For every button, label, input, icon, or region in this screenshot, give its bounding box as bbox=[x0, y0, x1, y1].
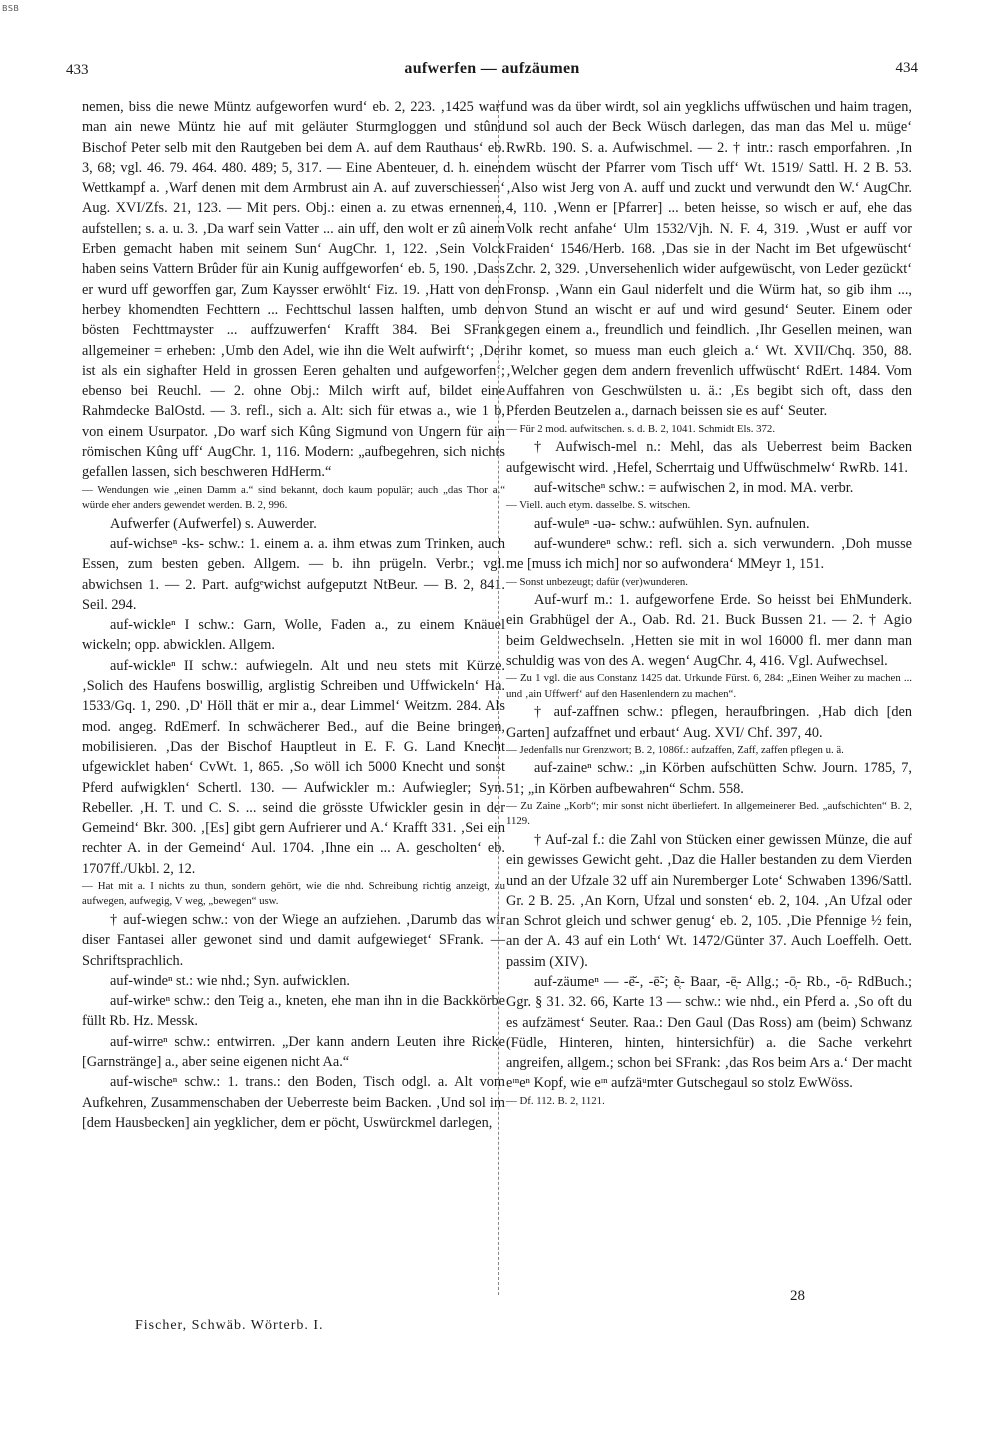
entry-note: — Zu Zaine „Korb“; mir sonst nicht überliefert. In allgemeinerer Bed. „aufschichten“ B. 2, 1129. bbox=[506, 799, 912, 828]
entry-aufwischmel: † Aufwisch-mel n.: Mehl, das als Ueberrest beim Backen aufgewischt wird. ‚Hefel, Scherrtaig und Uffwüschmelw‘ RwRb. 141. bbox=[506, 439, 912, 476]
left-column bbox=[82, 97, 505, 1133]
entry-aufzaffnen: † auf-zaffnen schw.: pflegen, heraufbringen. ‚Hab dich [den Garten] aufzaffnet und erbaut‘ Aug. XVI/ Chf. 397, 40. bbox=[506, 704, 912, 741]
entry-note: — Hat mit a. I nichts zu thun, sondern gehört, wie die nhd. Schreibung richtig anzeigt, zu aufwegen, aufwegig, V weg, „bewegen“ usw. bbox=[82, 879, 505, 908]
entry-aufwulen: auf-wuleⁿ -uə- schw.: aufwühlen. Syn. aufnulen. bbox=[534, 515, 810, 532]
signature-mark: 28 bbox=[790, 1288, 805, 1304]
entry-aufwunderen: auf-wundereⁿ schw.: refl. sich a. sich verwundern. ‚Doh musse me [muss ich mich] nor so aufwondera‘ MMeyr 1, 151. bbox=[506, 535, 912, 573]
entry-note: — Wendungen wie „einen Damm a.“ sind bekannt, doch kaum populär; auch „das Thor a.“ würde eher anders gewendet werden. B. 2, 996. bbox=[82, 483, 505, 512]
entry-note: — Df. 112. B. 2, 1121. bbox=[506, 1094, 605, 1107]
entry-text: nemen, biss die newe Müntz aufgeworfen wurd‘ eb. 2, 223. ‚1425 warf man ain newe Müntz hie auf mit geläuter Sturmgloggen und stûnd Bischof Peter selb mit den Rautgeben bei dem A. auf dem Rauthaus‘ eb. 3, 68; vgl. 46. 79. 464. 480. 489; 5, 317. — Eine Abenteuer, d. h. einen Wettkampf a. ‚Warf denen mit dem Armbrust ain A. auf zuverschiessen‘ Aug. XVI/Zfs. 21, 123. — Mit pers. Obj.: einen a. zu etwas ernennen, aufstellen; s. a. u. 3. ‚Da warf sein Vatter ... ain uff, den wolt er zû ainem Erben gemacht haben mit seinem Sun‘ AugChr. 1, 122. ‚Sein Volck haben seins Vattern Brûder für ain Kunig auffgeworfen‘ eb. 5, 190. ‚Dass er wurd uff geworffen gar, Zum Kaysser erwöhlt‘ Fiz. 19. ‚Hatt von den herbey khomendten Fechttern ... Fechttschul lassen halften, umb den bösten Fechttmayster ... auffzuwerfen‘ Krafft 384. Bei SFrank allgemeiner = erheben: ‚Umb den Adel, wie ihn die Welt aufwirft‘; ‚Der ist als ein sighafter Held in grossen Eeren gehalten und aufgeworfen‘; ebenso bei Reuchl. — 2. ohne Obj.: Milch wirft auf, bildet eine Rahmdecke BalOstd. — 3. refl., sich a. Alt: sich für etwas a., wie 1 b, von einem Usurpator. ‚Do warf sich Kûng Sigmund von Ungern für ain römischen Kûng uff‘ AugChr. 1, 116. Modern: „aufbegehren, sich nichts gefallen lassen, sich beschweren HdHerm.“ bbox=[82, 99, 505, 481]
entry-aufwicklen-2: auf-wickleⁿ II schw.: aufwiegeln. Alt und neu stets mit Kürze. ‚Solich des Haufens boswillig, arglistig Schreiben und Uffwickeln‘ Ha. 1533/Gq. 1, 290. ‚D' Höll thät er mir a., dear Limmel‘ Weitzm. 284. Als mod. angeg. RdEmerf. In schwächerer Bed., auf die Beine bringen, mobilisieren. ‚Das der Bischof Hauptleut in E. F. G. Land Knecht ufgewicklet haben‘ CvWt. 1, 865. ‚So wöll ich 5000 Knecht und sonst Pferd aufwigklen‘ Schertl. 130. — Aufwickler m.: Aufwiegler; Syn. Rebeller. ‚H. T. und C. S. ... seind die grösste Ufwickler gesin in der Gemeind‘ Bkr. 300. ‚[Es] gibt gern Aufrierer und A.‘ Krafft 331. ‚Sei ein rechter A. in der Gemeind‘ Aul. 1704. ‚Ihne ein ... A. gescholten‘ eb. 1707ff./Ukbl. 2, 12. bbox=[82, 657, 505, 877]
entry-aufwirren: auf-wirreⁿ schw.: entwirren. „Der kann andern Leuten ihre Ricke [Garnstränge] a., aber seine eigenen nicht Aa.“ bbox=[82, 1033, 505, 1071]
column-divider bbox=[498, 100, 499, 1295]
entry-aufwirken: auf-wirkeⁿ schw.: den Teig a., kneten, ehe man ihn in die Backkörbe füllt Rb. Hz. Messk. bbox=[82, 993, 505, 1030]
entry-note: — Viell. auch etym. dasselbe. S. witschen. bbox=[506, 499, 691, 512]
entry-aufwitschen: auf-witscheⁿ schw.: = aufwischen 2, in mod. MA. verbr. bbox=[534, 479, 854, 496]
entry-aufzal: † Auf-zal f.: die Zahl von Stücken einer gewissen Münze, die auf ein gewisses Gewicht geht. ‚Daz die Haller bestanden zu dem Vierden und an der Ufzale 32 uff ain Nuremberger Lote‘ Schwaben 1396/Sattl. Gr. 2 B. 25. ‚An Korn, Ufzal und sonsten‘ eb. 2, 104. ‚An Ufzal oder an Schrot gleich und schwer genug‘ eb. 2, 105. ‚Die Pfennige ½ fein, an der A. 43 auf ein Loth‘ Wt. 1472/Günter 37. Auch Loeffelh. Oett. passim (XIV). bbox=[506, 831, 912, 970]
entry-aufzainen: auf-zaineⁿ schw.: „in Körben aufschütten Schw. Journ. 1785, 7, 51; „in Körben aufbewahren“ Schm. 558. bbox=[506, 760, 912, 797]
entry-note: — Sonst unbezeugt; dafür (ver)wunderen. bbox=[506, 575, 688, 588]
page-number-left: 433 bbox=[66, 62, 89, 78]
right-column bbox=[506, 97, 912, 1109]
source-footer: Fischer, Schwäb. Wörterb. I. bbox=[135, 1318, 324, 1333]
entry-text: und was da über wirdt, sol ain yegklichs uffwüschen und haim tragen, und sol auch der Beck Wüsch darlegen, das man das Mel u. müge‘ RwRb. 190. S. a. Aufwischmel. — 2. † intr.: rasch emporfahren. ‚In dem wüscht der Pfarrer vom Tisch uff‘ Wt. 1519/ Sattl. H. 2 B. 53. ‚Also wist Jerg von A. auff und zuckt und verwundt den W.‘ AugChr. 4, 110. ‚Wenn er [Pfarrer] ... beten heisse, so wisch er auf, ehe das Volk recht anfahe‘ Ulm 1532/Vjh. N. F. 4, 319. ‚Wust er auff vor Fraiden‘ 1546/Herb. 168. ‚Das sie in der Nacht im Bet ufgewüscht‘ Zchr. 2, 329. ‚Unversehenlich wider aufgewüscht, von Leder gezückt‘ Fronsp. ‚Wann ein Gaul niderfelt und die Würm hat, so gib ihm ..., von Stund an wischt er auf und wird gesund‘ Seuter. Einem oder gegen einem a., freundlich und feindlich. ‚Ihr Gesellen meinen, wan ihr komet, so muess man euch gleich a.‘ Wt. XVII/Chq. 350, 88. ‚Welcher gegen dem andern frevenlich uffwüscht‘ RdErt. 1484. Vom Auffahren von Geschwülsten u. ä.: ‚Es begibt sich oft, dass den Pferden Beutzelen a., darnach beissen sie es auf‘ Seuter. bbox=[506, 99, 912, 420]
entry-note: — Für 2 mod. aufwitschen. s. d. B. 2, 1041. Schmidt Els. 372. bbox=[506, 422, 776, 435]
entry-aufzaeumen: auf-zäumeⁿ — -ē̆-, -ē̃-; ẽ̜- Baar, -ē̜- Allg.; -ō̜- Rb., -ō̜- RdBuch.; Ggr. § 31. 32. 66, Karte 13 — schw.: wie nhd., ein Pferd a. ‚So oft du es aufzämest‘ Seuter. Raa.: Den Gaul (Das Ross) am (beim) Schwanz (Füdle, Hinteren, hinten, hintersichfür) a. die Sache verkehrt angreifen, allgem.; schon bei SFrank: ‚das Ros beim Ars a.‘ Der macht eᶦⁿeⁿ Kopf, wie eᶦⁿ aufzäᵘmter Gutschegaul so stolz EwWöss. bbox=[506, 973, 912, 1092]
entry-aufwinden: auf-windeⁿ st.: wie nhd.; Syn. aufwicklen. bbox=[110, 972, 350, 989]
entry-aufwicklen-1: auf-wickleⁿ I schw.: Garn, Wolle, Faden a., zu einem Knäuel wickeln; opp. abwicklen. Allgem. bbox=[82, 617, 505, 654]
entry-aufwiegen: † auf-wiegen schw.: von der Wiege an aufziehen. ‚Darumb das wir diser Fantasei aller gewonet sind und damit aufgewieget‘ SFrank. — Schriftsprachlich. bbox=[82, 911, 505, 969]
page-header bbox=[66, 60, 918, 84]
entry-aufwischen: auf-wischeⁿ schw.: 1. trans.: den Boden, Tisch odgl. a. Alt vom Aufkehren, Zusammenschaben der Ueberreste beim Backen. ‚Und sol im [dem Hausbecken] ain yegklicher, dem er pöcht, Uswürckmel darlegen, bbox=[82, 1074, 505, 1131]
library-stamp: BSB bbox=[2, 4, 20, 13]
running-head: aufwerfen — aufzäumen bbox=[404, 60, 580, 77]
entry-aufwerfer: Aufwerfer (Aufwerfel) s. Auwerder. bbox=[110, 515, 317, 532]
entry-aufwichsen: auf-wichseⁿ -ks- schw.: 1. einem a. a. ihm etwas zum Trinken, auch Essen, zum besten geben. Allgem. — b. ihn prügeln. Verbr.; vgl. abwichsen 1. — 2. Part. aufgᵉwichst aufgeputzt NtBeur. — B. 2, 841. Seil. 294. bbox=[82, 535, 505, 613]
entry-note: — Jedenfalls nur Grenzwort; B. 2, 1086f.: aufzaffen, Zaff, zaffen pflegen u. ä. bbox=[506, 743, 844, 756]
entry-aufwurf: Auf-wurf m.: 1. aufgeworfene Erde. So heisst bei EhMunderk. ein Grabhügel der A., Oab. Rd. 21. Buck Bussen 21. — 2. † Agio beim Geldwechseln. ‚Hetten sie mit in wol 16000 fl. mer dann man schuldig was von des A. wegen‘ AugChr. 4, 416. Vgl. Aufwechsel. bbox=[506, 592, 912, 669]
entry-note: — Zu 1 vgl. die aus Constanz 1425 dat. Urkunde Fürst. 6, 284: „Einen Weiher zu machen ... und ‚ain Uffwerf‘ auf den Hasenlendern zu machen“. bbox=[506, 672, 912, 700]
page-number-right: 434 bbox=[895, 60, 918, 76]
